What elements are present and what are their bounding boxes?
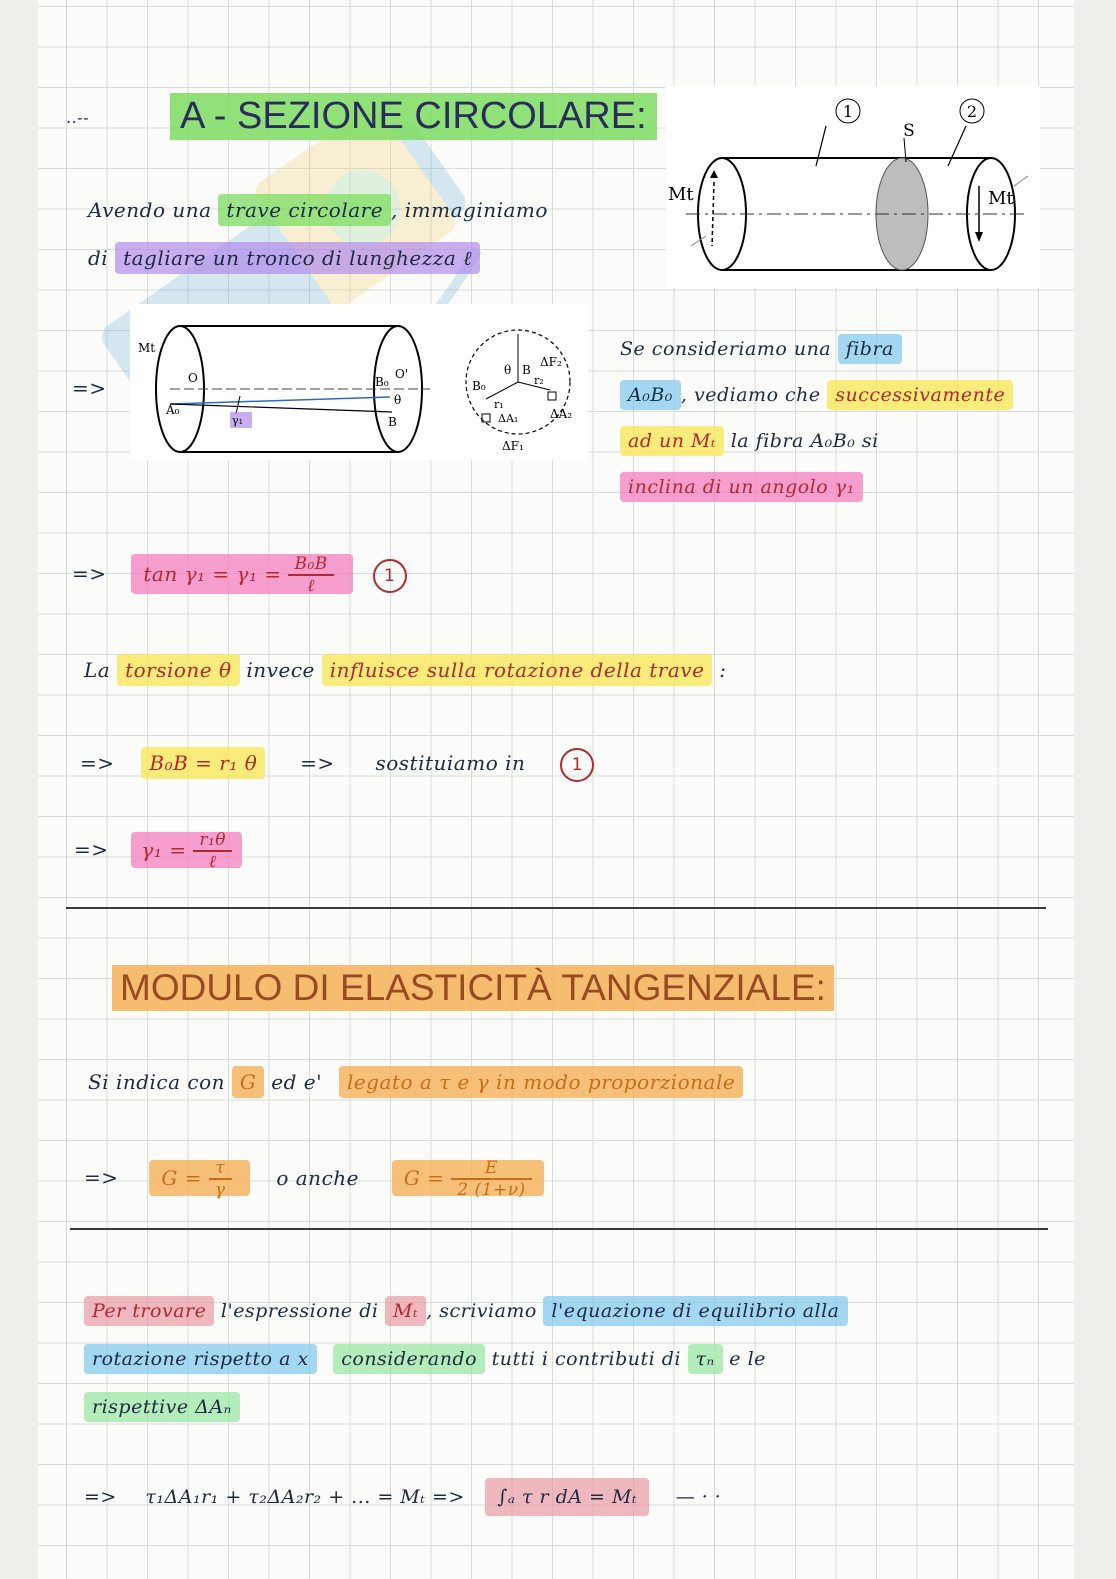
fm-label-o: O: [188, 371, 198, 385]
hl-a0b0: A₀B₀: [620, 380, 681, 410]
fc-label-b: B: [522, 363, 531, 377]
divider-1: [66, 907, 1046, 909]
divider-2: [70, 1228, 1048, 1230]
hl-ad-un-mt: ad un Mₜ: [620, 426, 724, 456]
eq-g-e: G = $\frac{E}{2 (1+\nu)}$: [392, 1160, 544, 1196]
fig-label-s: S: [903, 121, 915, 141]
fc-label-r2: r₂: [534, 374, 544, 387]
hl-rotazione-x: rotazione rispetto a x: [84, 1344, 317, 1374]
section-b-title: MODULO DI ELASTICITÀ TANGENZIALE:: [112, 965, 834, 1011]
fc-label-df2: ΔF₂: [540, 355, 562, 369]
hl-rispettive-da: rispettive ΔAₙ: [84, 1392, 240, 1422]
fm-label-gamma: γ₁: [232, 414, 243, 427]
ref-circle-1: 1: [373, 559, 407, 593]
section-marker: ..--: [66, 108, 89, 127]
fm-label-theta: θ: [394, 393, 402, 407]
eq-b0b: B₀B = r₁ θ: [141, 747, 265, 779]
hl-influisce-rotazione: influisce sulla rotazione della trave: [322, 654, 713, 686]
ref-circle-1b: 1: [560, 748, 594, 782]
arrow-implies: =>: [72, 376, 107, 400]
hl-successivamente: successivamente: [827, 380, 1013, 410]
fc-label-da1: ΔA₁: [498, 412, 519, 425]
fc-label-theta: θ: [504, 363, 512, 377]
fig-label-2: 2: [966, 102, 978, 121]
eq-g-tau-gamma: G = $\frac{\tau}{\gamma}$: [149, 1160, 250, 1196]
figure-beam-torsion: [666, 86, 1040, 288]
hl-torsione: torsione θ: [117, 654, 239, 686]
fm-label-o2: O': [395, 367, 409, 381]
eq-tan-gamma: tan γ₁ = γ₁ = $\frac{\text{B₀B}}{\text{ℓ}}$: [131, 554, 352, 594]
eq-integral-mt: ∫ₐ τ r dA = Mₜ: [485, 1478, 649, 1516]
section-a-title: A - SEZIONE CIRCOLARE:: [170, 93, 657, 140]
hl-g: G: [232, 1066, 264, 1098]
fm-label-mt: Mt: [138, 341, 156, 355]
fig-label-mt-right: Mt: [988, 188, 1014, 209]
hl-considerando: considerando: [333, 1344, 485, 1374]
hl-inclina-angolo: inclina di un angolo γ₁: [620, 472, 863, 502]
fc-label-df1: ΔF₁: [502, 439, 524, 453]
hl-per-trovare: Per trovare: [84, 1296, 214, 1326]
hl-legato-proporzionale: legato a τ e γ in modo proporzionale: [339, 1066, 743, 1098]
hl-tagliare-tronco: tagliare un tronco di lunghezza ℓ: [115, 242, 480, 274]
hl-mt: Mₜ: [385, 1296, 426, 1326]
fig-label-mt-left: Mt: [668, 184, 694, 205]
figure-fibre-rotation: [130, 304, 588, 460]
hl-trave-circolare: trave circolare: [218, 194, 391, 226]
fibre-rotation-diagram: [130, 304, 588, 460]
hl-fibra: fibra: [838, 334, 902, 364]
eq-gamma1: γ₁ = $\frac{\text{r₁θ}}{\text{ℓ}}$: [131, 832, 242, 868]
fm-label-a0: A₀: [166, 403, 180, 417]
fm-label-b0: B₀: [375, 375, 389, 389]
fc-label-r1: r₁: [494, 398, 504, 411]
hl-equazione-equilibrio: l'equazione di equilibrio alla: [543, 1296, 847, 1326]
notebook-page: ..-- A - SEZIONE CIRCOLARE: 1 2 S Mt Mt Avendo una trave circolare , immaginiamo di tagliare un tronco di lunghezza ℓ => Mt O A₀ B₀ O' θ B γ₁ θ B₀ B r₁ r₂ ΔF₂ ΔA₁ ΔA₂ ΔF₁ Se consideriamo una fibra A₀B₀ , vediamo che successivamente ad un Mₜ la fibra A₀B₀ si inclina di un angolo γ₁ => tan γ₁ = γ₁ = $\frac{\text{B₀B}}{\text{ℓ}}$ 1 La torsione θ invece influisce sulla rotazione della trave : => B₀B = r₁ θ => sostituiamo in 1 => γ₁ = $\frac{\text{r₁θ}}{\text{ℓ}}$ MODULO DI ELASTICITÀ TANGENZIALE: Si indica con G ed e' legato a τ e γ in modo proporzionale => G = $\frac{\tau}{\gamma}$ o anche G = $\frac{E}{2 (1+\nu)}$ Per trovare l'espressione di Mₜ , scriviamo l'equazione di equilibrio alla rotazione rispetto a x considerando tutti i contributi di τₙ e le rispettive ΔAₙ => τ₁ΔA₁r₁ + τ₂ΔA₂r₂ + ... = Mₜ => ∫ₐ τ r dA = Mₜ — · ·: [38, 0, 1074, 1579]
hl-tau-n: τₙ: [688, 1344, 723, 1374]
fc-label-da2: ΔA₂: [550, 407, 573, 421]
fc-label-b0: B₀: [472, 379, 486, 393]
beam-torsion-diagram: [666, 86, 1040, 288]
fig-label-1: 1: [842, 102, 854, 121]
fm-label-b: B: [388, 415, 397, 429]
